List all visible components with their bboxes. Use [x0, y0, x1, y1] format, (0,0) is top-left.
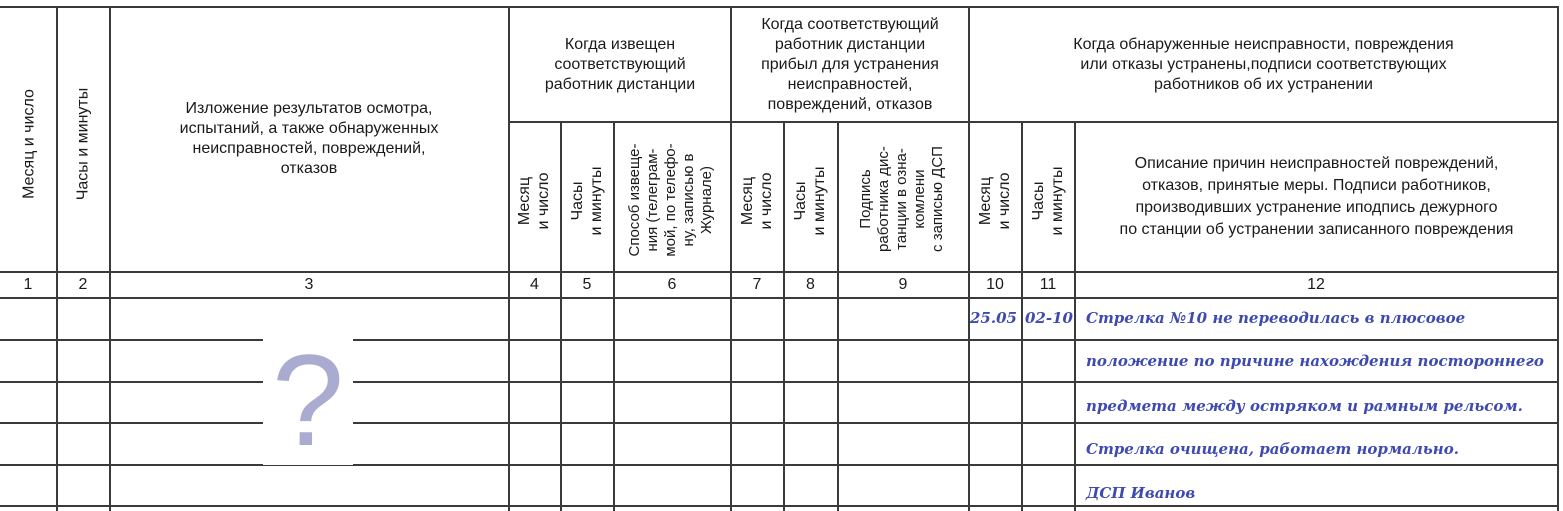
- grid-line: [0, 464, 1558, 466]
- grid-line: [1557, 6, 1559, 511]
- column-number: 12: [1307, 275, 1325, 293]
- column-number: 6: [667, 275, 677, 293]
- header-inspection-results: Изложение результатов осмотра, испытаний, а также обнаруженных неисправностей, повреждений, отказов: [179, 99, 439, 177]
- entry-line: положение по причине нахождения постороннего: [1086, 352, 1544, 370]
- entry-line: ДСП Иванов: [1086, 484, 1196, 502]
- header-notified-month-day: Месяц и число: [516, 172, 552, 230]
- column-number: 11: [1039, 275, 1057, 293]
- column-number: 5: [582, 275, 592, 293]
- entry-line: Стрелка очищена, работает нормально.: [1086, 440, 1459, 458]
- header-worker-signature: Подпись работника дис- танции в озна- комлени с записью ДСП: [857, 146, 946, 252]
- entry-date: 25.05: [970, 309, 1017, 327]
- column-number: 1: [23, 275, 33, 293]
- column-number: 3: [304, 275, 314, 293]
- column-number: 7: [752, 275, 762, 293]
- entry-time: 02-10: [1025, 309, 1073, 327]
- grid-line: [0, 339, 1558, 341]
- header-notified-hours-minutes: Часы и минуты: [569, 166, 605, 236]
- header-notification-method: Способ извеще- ния (телеграм- мой, по телефо- ну, записью в Журнале): [626, 143, 715, 257]
- column-number: 9: [898, 275, 908, 293]
- header-group-fixed: Когда обнаруженные неисправности, повреждения или отказы устранены,подписи соответствующих работников об их устранении: [1073, 35, 1454, 93]
- header-group-arrived: Когда соответствующий работник дистанции прибыл для устранения неисправностей, повреждений, отказов: [761, 15, 939, 113]
- header-arrived-month-day: Месяц и число: [739, 172, 775, 230]
- header-fixed-month-day: Месяц и число: [977, 172, 1013, 230]
- header-description: Описание причин неисправностей повреждений, отказов, принятые меры. Подписи работников, производивших устранение иподпись дежурного по станции об устранении записанного повреждения: [1119, 155, 1514, 238]
- header-month-day: Месяц и число: [20, 89, 37, 199]
- column-number: 4: [530, 275, 539, 293]
- grid-line: [56, 6, 58, 511]
- header-fixed-hours-minutes: Часы и минуты: [1030, 166, 1066, 236]
- column-number: 8: [806, 275, 815, 293]
- grid-line: [837, 121, 839, 511]
- grid-line: [0, 422, 1558, 424]
- entry-line: Стрелка №10 не переводилась в плюсовое: [1086, 309, 1466, 327]
- grid-line: [0, 381, 1558, 383]
- column-number: 10: [986, 275, 1004, 293]
- column-number: 2: [78, 275, 88, 293]
- header-arrived-hours-minutes: Часы и минуты: [792, 166, 828, 236]
- entry-line: предмета между остряком и рамным рельсом.: [1086, 397, 1523, 415]
- grid-line: [0, 297, 1558, 299]
- header-hours-minutes: Часы и минуты: [74, 87, 91, 201]
- placeholder-question-mark: ?: [263, 335, 353, 465]
- grid-line: [0, 505, 1558, 507]
- header-group-notified: Когда извещен соответствующий работник дистанции: [544, 35, 696, 93]
